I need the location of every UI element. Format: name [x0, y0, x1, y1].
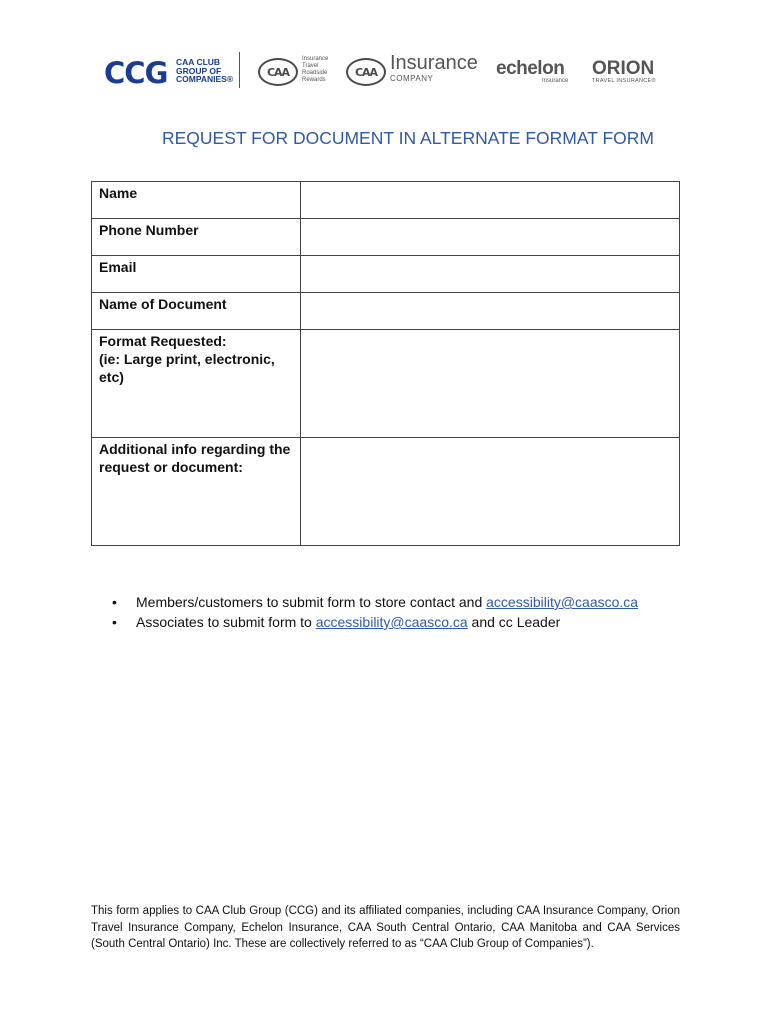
note-text: Members/customers to submit form to store contact and — [136, 594, 487, 610]
echelon-logo-sub: Insurance — [542, 78, 569, 84]
form-label: Email — [92, 256, 301, 293]
additional-info-field[interactable] — [301, 438, 680, 546]
form-label: Additional info regarding the request or document: — [92, 438, 301, 546]
caa-logo: CAA — [258, 58, 298, 86]
ccg-sub-line: COMPANIES® — [176, 74, 234, 84]
form-row-format — [92, 330, 680, 438]
form-row-additional-info — [92, 438, 680, 546]
form-row-name — [92, 182, 680, 219]
page-title: REQUEST FOR DOCUMENT IN ALTERNATE FORMAT FORM — [162, 128, 654, 148]
caa-tagline — [302, 56, 328, 84]
echelon-logo: echelon — [496, 58, 565, 79]
footer-disclaimer: This form applies to CAA Club Group (CCG) and its affiliated companies, including CAA Insurance Company, Orion Travel Insurance Company, Echelon Insurance, CAA South Central Ontario, CAA Manitoba and CAA Services (South Central Ontario) Inc. These are collectively referred to as “CAA Club Group of Companies”). — [91, 905, 680, 950]
caa-tagline-line: Travel — [302, 63, 319, 69]
form-row-phone — [92, 219, 680, 256]
format-field[interactable] — [301, 330, 680, 438]
ccg-logo: CCG — [104, 56, 168, 90]
request-form-table — [91, 181, 680, 546]
ccg-sub-line: CAA CLUB — [176, 57, 221, 67]
ccg-sub-line: GROUP OF — [176, 65, 222, 76]
caa-insurance-logo-badge: CAA — [346, 58, 386, 86]
name-field[interactable] — [301, 182, 680, 219]
caa-tagline-line: Insurance — [302, 56, 329, 62]
instructions-list — [112, 592, 712, 632]
note-text: Associates to submit form to — [136, 614, 316, 630]
form-label: Format Requested: (ie: Large print, electronic, etc) — [92, 330, 301, 438]
form-label: Phone Number — [92, 219, 301, 256]
phone-field[interactable] — [301, 219, 680, 256]
logo-bar — [104, 48, 664, 92]
caa-insurance-logo-name: Insurance — [390, 52, 478, 74]
form-label: Name of Document — [92, 293, 301, 330]
ccg-logo-subtitle — [176, 58, 246, 84]
email-link[interactable]: accessibility@caasco.ca — [315, 614, 468, 630]
email-link[interactable]: accessibility@caasco.ca — [486, 594, 639, 610]
orion-logo: ORION — [592, 58, 655, 79]
logo-divider — [239, 52, 240, 88]
orion-logo-sub: TRAVEL INSURANCE® — [592, 78, 656, 84]
caa-insurance-logo-sub: COMPANY — [390, 74, 434, 83]
caa-tagline-line: Roadside — [302, 70, 328, 76]
form-row-email — [92, 256, 680, 293]
caa-tagline-line: Rewards — [302, 77, 326, 83]
form-row-document-name — [92, 293, 680, 330]
list-item — [112, 612, 712, 632]
email-field[interactable] — [301, 256, 680, 293]
form-label: Name — [92, 182, 301, 219]
list-item — [112, 592, 712, 612]
document-name-field[interactable] — [301, 293, 680, 330]
note-text: and cc Leader — [467, 614, 561, 630]
